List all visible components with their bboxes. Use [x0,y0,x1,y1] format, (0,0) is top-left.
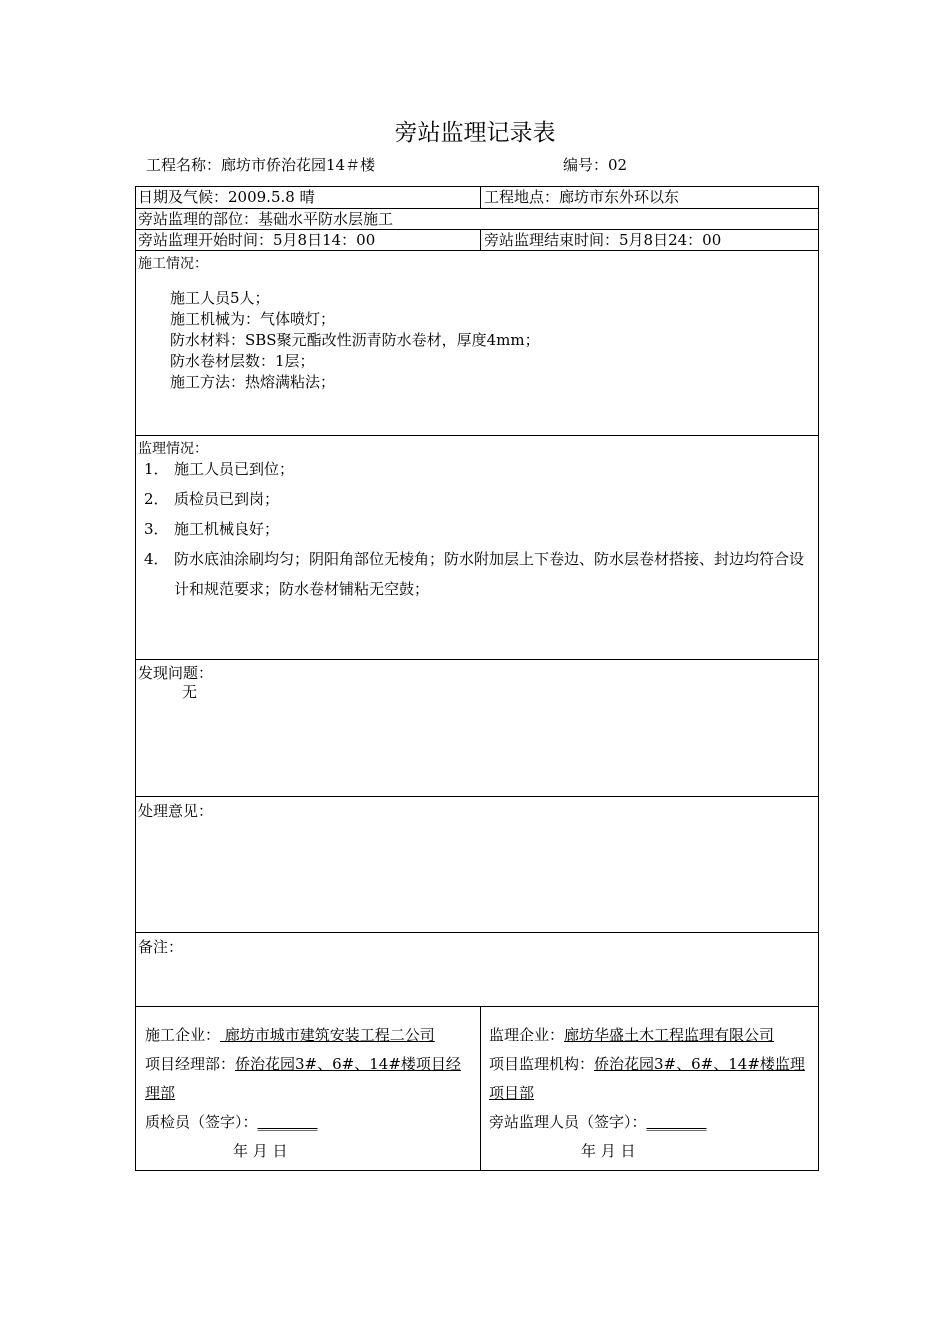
inspector-label: 质检员（签字）： [145,1113,258,1131]
remarks-section [136,933,818,1007]
dept-label: 项目经理部： [145,1055,236,1073]
page-title: 旁站监理记录表 [394,120,556,146]
contractor-dept: 侨治花园3#、6#、14#楼项目经理部 [145,1055,461,1102]
row-date-location [136,187,818,209]
signature-section [136,1007,818,1170]
project-label: 工程名称： [146,156,222,174]
column-divider [480,1007,481,1170]
list-item: 1． 施工人员已到位； [144,460,295,478]
list-item: 3． 施工机械良好； [144,520,280,538]
sign-date: 年 月 日 [233,1142,288,1160]
construction-line: 施工机械为：气体喷灯； [170,310,336,328]
supervisor-signature-block [489,1021,814,1184]
problems-text: 无 [182,683,198,701]
supervision-section [136,436,818,660]
project-name: 廊坊市侨治花园14＃楼 [221,156,376,174]
list-item: 2． 质检员已到岗； [144,490,280,508]
opinion-section [136,797,818,933]
row-part [136,209,818,230]
start-time: 旁站监理开始时间：5月8日14：00 [138,231,376,249]
construction-heading: 施工情况： [138,256,208,272]
list-item: 4． 防水底油涂刷均匀；阴阳角部位无棱角；防水附加层上下卷边、防水层卷材搭接、封边均符合设计和规范要求；防水卷材铺粘无空鼓； [144,550,805,598]
problems-section [136,660,818,797]
construction-section [136,251,818,436]
construction-line: 施工人员5人； [170,289,270,307]
construction-line: 防水材料：SBS聚元酯改性沥青防水卷材，厚度4mm； [170,331,540,349]
remarks-heading: 备注： [138,938,184,956]
signature-blank[interactable]: ________ [646,1113,707,1131]
contractor-label: 施工企业： [145,1026,221,1044]
signature-blank[interactable]: ________ [257,1113,318,1131]
project-name-line [146,154,375,175]
project-location: 工程地点：廊坊市东外环以东 [484,188,680,206]
opinion-heading: 处理意见： [138,802,214,820]
supervisor-label: 监理企业： [489,1026,565,1044]
supervision-list [144,454,814,604]
record-table [135,186,819,1171]
date-weather: 日期及气候：2009.5.8 晴 [138,188,315,206]
column-divider [480,187,481,208]
problems-heading: 发现问题： [138,664,214,682]
end-time: 旁站监理结束时间：5月8日24：00 [484,231,722,249]
contractor-company: 廊坊市城市建筑安装工程二公司 [220,1026,435,1044]
sign-date: 年 月 日 [581,1142,636,1160]
construction-line: 防水卷材层数：1层； [170,352,315,370]
onsite-supervisor-label: 旁站监理人员（签字）： [489,1113,647,1131]
number-label: 编号： [563,156,609,174]
column-divider [480,230,481,250]
supervision-heading: 监理情况： [138,441,208,457]
supervisor-agency: 侨治花园3#、6#、14#楼监理项目部 [489,1055,805,1102]
record-number-line [563,154,627,175]
construction-line: 施工方法：热熔满粘法； [170,373,336,391]
construction-lines [170,288,540,393]
contractor-signature-block [145,1021,475,1184]
supervised-part: 旁站监理的部位：基础水平防水层施工 [138,210,394,228]
agency-label: 项目监理机构： [489,1055,595,1073]
supervisor-company: 廊坊华盛土木工程监理有限公司 [564,1026,775,1044]
record-number: 02 [608,156,628,174]
row-times [136,230,818,251]
